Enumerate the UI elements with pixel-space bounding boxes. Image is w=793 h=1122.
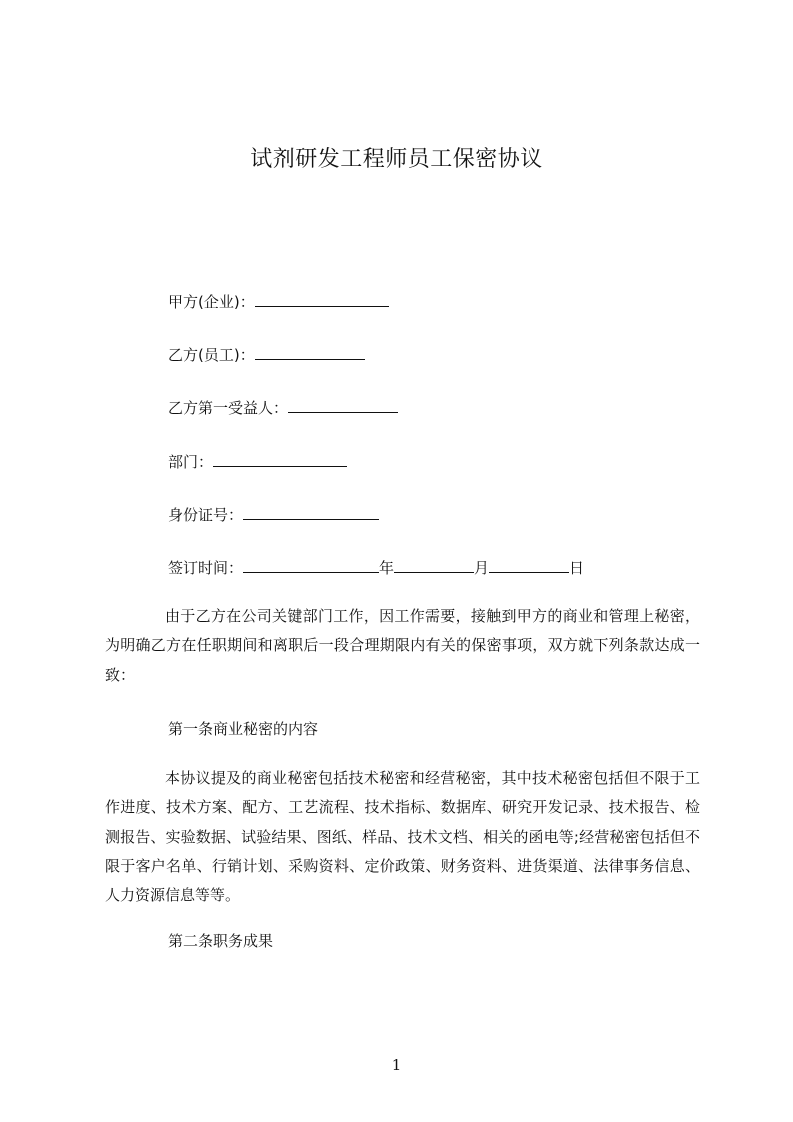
month-label: 月 (474, 559, 490, 577)
department-blank (213, 452, 347, 467)
id-number-label: 身份证号： (168, 506, 244, 524)
article-2-heading: 第二条职务成果 (168, 932, 274, 950)
day-label: 日 (569, 559, 585, 577)
beneficiary-label: 乙方第一受益人： (168, 399, 289, 417)
article-1-body: 本协议提及的商业秘密包括技术秘密和经营秘密，其中技术秘密包括但不限于工作进度、技术方案、配方、工艺流程、技术指标、数据库、研究开发记录、技术报告、检测报告、实验数据、试验结果、图纸、样品、技术文档、相关的函电等;经营秘密包括但不限于客户名单、行销计划、采购资料、定价政策、财务资料、进货渠道、法律事务信息、人力资源信息等等。 (105, 769, 700, 905)
department-field (168, 452, 347, 472)
party-b-label: 乙方(员工)： (168, 346, 255, 364)
department-label: 部门： (168, 453, 214, 471)
year-label: 年 (379, 559, 395, 577)
party-b-field (168, 345, 365, 365)
document-title: 试剂研发工程师员工保密协议 (250, 147, 543, 172)
id-number-blank (243, 505, 379, 520)
sign-time-field (168, 558, 584, 578)
sign-time-year-blank (243, 558, 379, 573)
party-a-label: 甲方(企业)： (168, 293, 255, 311)
sign-time-label: 签订时间： (168, 559, 244, 577)
id-number-field (168, 505, 379, 525)
page-number: 1 (391, 1056, 402, 1074)
intro-paragraph: 由于乙方在公司关键部门工作，因工作需要，接触到甲方的商业和管理上秘密，为明确乙方在任职期间和离职后一段合理期限内有关的保密事项，双方就下列条款达成一致： (105, 607, 700, 684)
sign-time-day-blank (489, 558, 569, 573)
party-a-blank (255, 292, 389, 307)
beneficiary-field (168, 398, 398, 418)
party-b-blank (255, 345, 365, 360)
party-a-field (168, 292, 389, 312)
beneficiary-blank (288, 398, 398, 413)
article-1-heading: 第一条商业秘密的内容 (168, 720, 319, 738)
sign-time-month-blank (394, 558, 474, 573)
